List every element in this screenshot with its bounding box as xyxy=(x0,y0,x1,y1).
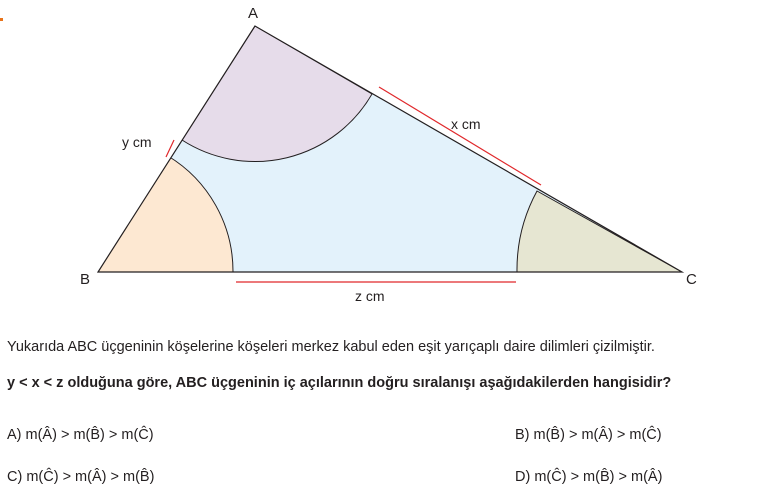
dimension-label-z: z cm xyxy=(355,288,385,304)
problem-question: y < x < z olduğuna göre, ABC üçgeninin iç açılarının doğru sıralanışı aşağıdakilerden hangisidir? xyxy=(7,375,672,391)
option-b[interactable]: B) m(B̂) > m(Â) > m(Ĉ) xyxy=(515,427,662,443)
option-c[interactable]: C) m(Ĉ) > m(Â) > m(B̂) xyxy=(7,469,155,485)
sector-c xyxy=(517,191,682,272)
option-a[interactable]: A) m(Â) > m(B̂) > m(Ĉ) xyxy=(7,427,154,443)
dimension-label-x: x cm xyxy=(451,116,481,132)
vertex-label-a: A xyxy=(248,5,259,22)
option-d[interactable]: D) m(Ĉ) > m(B̂) > m(Â) xyxy=(515,469,663,485)
vertex-label-b: B xyxy=(80,271,91,288)
vertex-label-c: C xyxy=(686,271,697,288)
dimension-label-y: y cm xyxy=(122,134,152,150)
problem-statement: Yukarıda ABC üçgeninin köşelerine köşeleri merkez kabul eden eşit yarıçaplı daire dilimleri çizilmiştir. xyxy=(7,339,655,355)
